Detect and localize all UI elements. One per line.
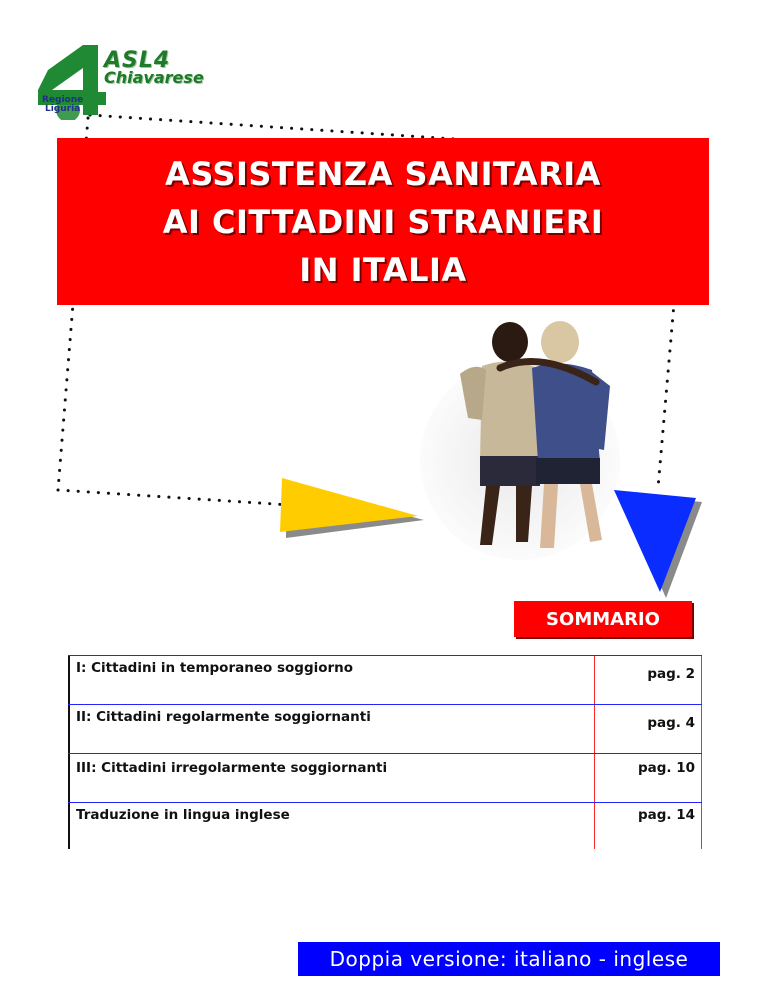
- toc-row[interactable]: [68, 655, 702, 704]
- bilingual-banner: Doppia versione: italiano - inglese: [298, 942, 720, 976]
- logo-region-text: [42, 96, 83, 114]
- logo-asl-text: ASL4: [104, 48, 171, 73]
- children-photo: [420, 310, 630, 560]
- title-banner: [57, 138, 709, 305]
- page-title: [163, 150, 604, 294]
- blue-triangle: [612, 488, 702, 598]
- toc-row[interactable]: [68, 704, 702, 753]
- table-of-contents: [68, 655, 702, 853]
- logo-region-line2: Liguria: [44, 104, 81, 114]
- title-line-3: IN ITALIA: [299, 250, 467, 289]
- logo-region-line1: Regione: [42, 95, 84, 105]
- summary-heading: SOMMARIO: [514, 601, 692, 637]
- toc-row[interactable]: [68, 802, 702, 853]
- title-line-1: ASSISTENZA SANITARIA: [165, 154, 601, 193]
- toc-entry-label: II: Cittadini regolarmente soggiornanti: [68, 705, 594, 753]
- toc-row[interactable]: [68, 753, 702, 802]
- toc-entry-page: pag. 14: [594, 803, 702, 849]
- toc-entry-page: pag. 2: [594, 656, 702, 704]
- toc-entry-page: pag. 4: [594, 705, 702, 753]
- toc-entry-page: pag. 10: [594, 754, 702, 802]
- toc-entry-label: Traduzione in lingua inglese: [68, 803, 594, 849]
- logo-name-text: Chiavarese: [104, 68, 204, 87]
- toc-entry-label: III: Cittadini irregolarmente soggiornanti: [68, 754, 594, 802]
- title-line-2: AI CITTADINI STRANIERI: [162, 202, 604, 241]
- yellow-triangle: [276, 476, 426, 538]
- toc-entry-label: I: Cittadini in temporaneo soggiorno: [68, 656, 594, 704]
